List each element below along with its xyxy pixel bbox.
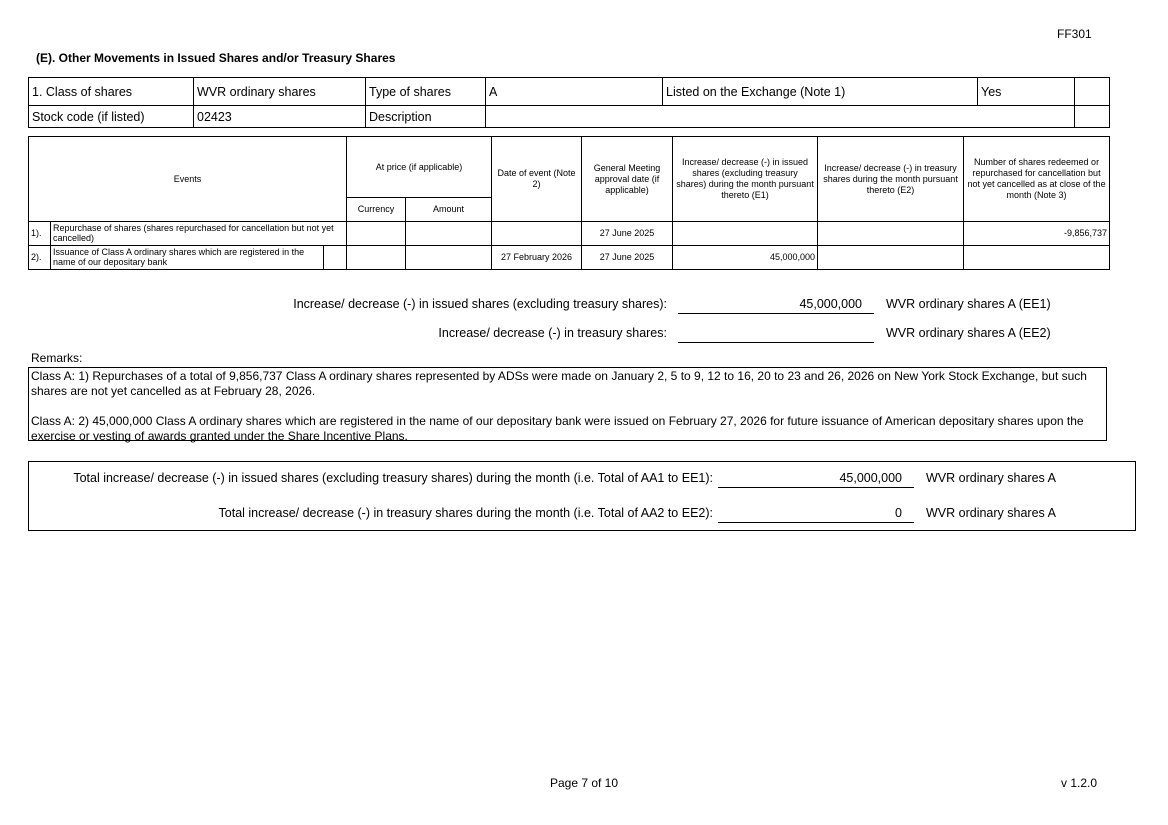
listed-value: Yes bbox=[978, 78, 1075, 106]
events-header: Events bbox=[29, 137, 347, 222]
date-of-event-header: Date of event (Note 2) bbox=[492, 137, 582, 222]
gm-approval-cell: 27 June 2025 bbox=[582, 246, 673, 270]
treasury-summary-value bbox=[678, 326, 874, 343]
currency-cell bbox=[347, 246, 406, 270]
class-of-shares-value: WVR ordinary shares bbox=[194, 78, 366, 106]
listed-label: Listed on the Exchange (Note 1) bbox=[663, 78, 978, 106]
remark-line-2: Class A: 2) 45,000,000 Class A ordinary shares which are registered in the name of our depositary bank were issued on February 27, 2026 for future issuance of American depositary shares upon the exercise or vesting of awards granted under the Share Incentive Plans. bbox=[31, 414, 1084, 443]
at-price-header: At price (if applicable) bbox=[347, 137, 492, 198]
events-table bbox=[28, 136, 1110, 270]
type-of-shares-label: Type of shares bbox=[366, 78, 486, 106]
treasury-summary-unit: WVR ordinary shares A (EE2) bbox=[886, 326, 1051, 340]
issued-summary-label: Increase/ decrease (-) in issued shares (excluding treasury shares): bbox=[293, 297, 667, 311]
e1-header: Increase/ decrease (-) in issued shares (excluding treasury shares) during the month pursuant thereto (E1) bbox=[673, 137, 818, 222]
row-number: 2). bbox=[29, 246, 51, 270]
e1-cell: 45,000,000 bbox=[673, 246, 818, 270]
e1-cell bbox=[673, 222, 818, 246]
redeemed-header: Number of shares redeemed or repurchased for cancellation but not yet cancelled as at close of the month (Note 3) bbox=[964, 137, 1110, 222]
e2-header: Increase/ decrease (-) in treasury shares during the month pursuant thereto (E2) bbox=[818, 137, 964, 222]
amount-header: Amount bbox=[406, 198, 492, 222]
share-class-header-table bbox=[28, 77, 1110, 128]
event-description: Repurchase of shares (shares repurchased for cancellation but not yet cancelled) bbox=[51, 222, 347, 246]
total-issued-value: 45,000,000 bbox=[718, 471, 914, 488]
total-issued-label: Total increase/ decrease (-) in issued shares (excluding treasury shares) during the month (i.e. Total of AA1 to EE1): bbox=[73, 471, 713, 485]
issued-summary-unit: WVR ordinary shares A (EE1) bbox=[886, 297, 1051, 311]
currency-header: Currency bbox=[347, 198, 406, 222]
description-extra-cell bbox=[1075, 106, 1110, 128]
version-label: v 1.2.0 bbox=[1061, 776, 1098, 790]
event-extra-cell bbox=[324, 246, 347, 270]
e2-cell bbox=[818, 222, 964, 246]
amount-cell bbox=[406, 246, 492, 270]
form-code: FF301 bbox=[1057, 27, 1092, 41]
remark-line-1: Class A: 1) Repurchases of a total of 9,856,737 Class A ordinary shares represented by ADSs were made on January 2, 5 to 9, 12 to 16, 20 to 23 and 26, 2026 on New York Stock Exchange, but such shares are not yet cancelled as at February 28, 2026. bbox=[31, 369, 1087, 398]
gm-approval-cell: 27 June 2025 bbox=[582, 222, 673, 246]
description-value bbox=[486, 106, 1075, 128]
e2-cell bbox=[818, 246, 964, 270]
total-treasury-unit: WVR ordinary shares A bbox=[926, 506, 1056, 520]
issued-summary-value: 45,000,000 bbox=[678, 297, 874, 314]
event-description: Issuance of Class A ordinary shares which are registered in the name of our depositary bank bbox=[51, 246, 324, 270]
stock-code-value: 02423 bbox=[194, 106, 366, 128]
date-of-event-cell bbox=[492, 222, 582, 246]
redeemed-cell bbox=[964, 246, 1110, 270]
redeemed-cell: -9,856,737 bbox=[964, 222, 1110, 246]
total-issued-unit: WVR ordinary shares A bbox=[926, 471, 1056, 485]
section-title: (E). Other Movements in Issued Shares and/or Treasury Shares bbox=[36, 51, 396, 65]
stock-code-label: Stock code (if listed) bbox=[29, 106, 194, 128]
page-number: Page 7 of 10 bbox=[549, 776, 619, 790]
currency-cell bbox=[347, 222, 406, 246]
row-number: 1). bbox=[29, 222, 51, 246]
listed-extra-cell bbox=[1075, 78, 1110, 106]
remarks-box bbox=[28, 367, 1107, 441]
date-of-event-cell: 27 February 2026 bbox=[492, 246, 582, 270]
total-treasury-value: 0 bbox=[718, 506, 914, 523]
description-label: Description bbox=[366, 106, 486, 128]
class-of-shares-label: 1. Class of shares bbox=[29, 78, 194, 106]
table-row bbox=[29, 222, 1110, 246]
amount-cell bbox=[406, 222, 492, 246]
remarks-label: Remarks: bbox=[31, 351, 83, 365]
total-treasury-label: Total increase/ decrease (-) in treasury shares during the month (i.e. Total of AA2 to EE2): bbox=[218, 506, 713, 520]
type-of-shares-value: A bbox=[486, 78, 663, 106]
table-row bbox=[29, 246, 1110, 270]
gm-approval-header: General Meeting approval date (if applicable) bbox=[582, 137, 673, 222]
treasury-summary-label: Increase/ decrease (-) in treasury shares: bbox=[438, 326, 667, 340]
